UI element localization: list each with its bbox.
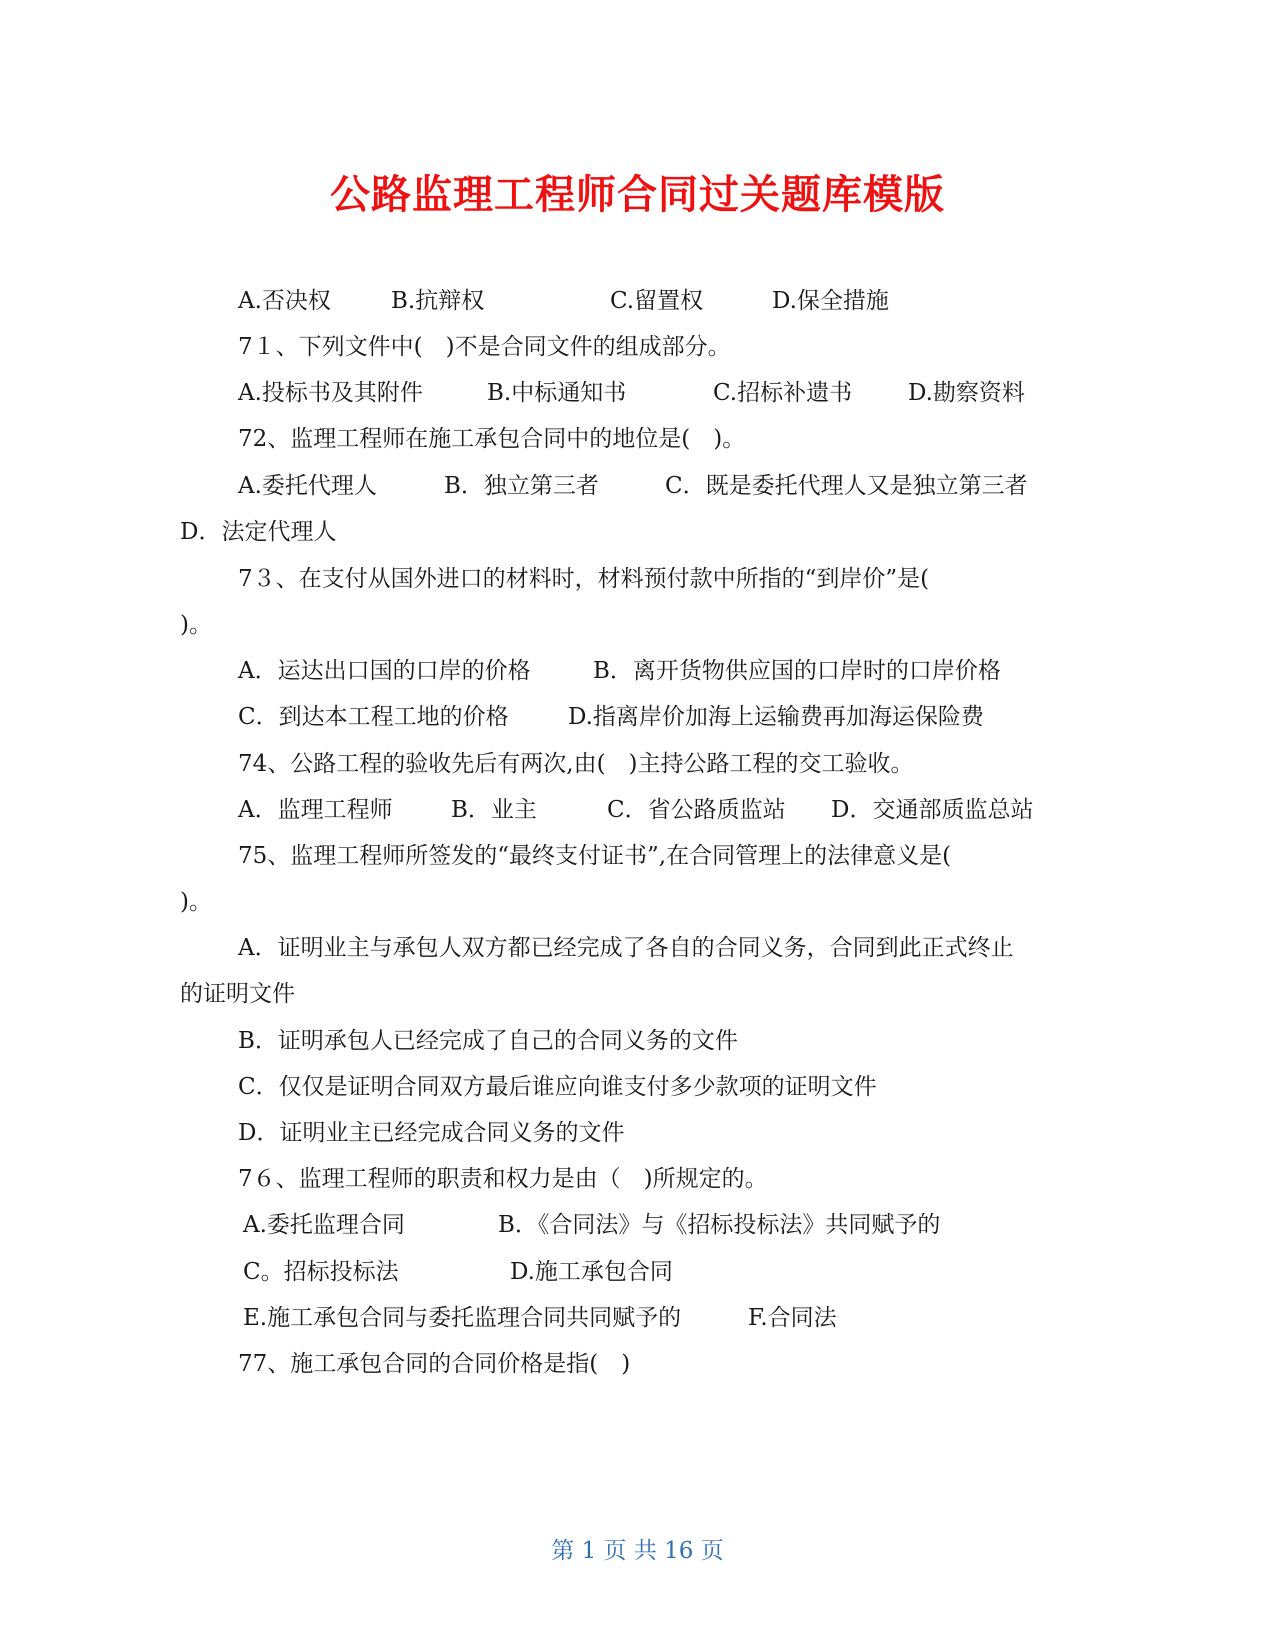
option-b: B.中标通知书 — [487, 380, 627, 406]
option-b: B．离开货物供应国的口岸时的口岸价格 — [593, 658, 1001, 684]
option-b: B．业主 — [451, 797, 537, 823]
option-c: C.留置权 — [610, 288, 704, 314]
option-d: D．交通部质监总站 — [831, 797, 1034, 823]
option-a-continued: 的证明文件 — [180, 981, 295, 1007]
option-f: F.合同法 — [748, 1305, 837, 1331]
question-74: 74、公路工程的验收先后有两次,由( )主持公路工程的交工验收。 — [238, 751, 914, 777]
option-a: A.否决权 — [238, 288, 331, 314]
option-b: B．证明承包人已经完成了自己的合同义务的文件 — [238, 1028, 738, 1054]
option-c: C．既是委托代理人又是独立第三者 — [665, 473, 1028, 499]
question-75: 75、监理工程师所签发的“最终支付证书”,在合同管理上的法律意义是( — [238, 843, 952, 869]
question-73-end: )。 — [180, 612, 212, 638]
option-c: C．仅仅是证明合同双方最后谁应向谁支付多少款项的证明文件 — [238, 1074, 877, 1100]
option-d: D．法定代理人 — [180, 519, 337, 545]
option-b: B.抗辩权 — [391, 288, 485, 314]
option-c: C．省公路质监站 — [607, 797, 786, 823]
option-d: D.施工承包合同 — [510, 1259, 673, 1285]
option-d: D.勘察资料 — [908, 380, 1025, 406]
option-a: A．运达出口国的口岸的价格 — [238, 658, 531, 684]
option-b: B．独立第三者 — [444, 473, 599, 499]
option-d: D.保全措施 — [772, 288, 889, 314]
option-d: D．证明业主已经完成合同义务的文件 — [238, 1120, 625, 1146]
option-e: E.施工承包合同与委托监理合同共同赋予的 — [243, 1305, 682, 1331]
question-71: 7１、下列文件中( )不是合同文件的组成部分。 — [238, 334, 731, 360]
document-title: 公路监理工程师合同过关题库模版 — [330, 172, 945, 218]
option-b: B．《合同法》与《招标投标法》共同赋予的 — [498, 1212, 941, 1238]
option-c: C。招标投标法 — [243, 1259, 399, 1285]
option-c: C．到达本工程工地的价格 — [238, 704, 509, 730]
option-a: A.委托监理合同 — [243, 1212, 405, 1238]
question-73: 7３、在支付从国外进口的材料时，材料预付款中所指的“到岸价”是( — [238, 566, 930, 592]
option-a: A．证明业主与承包人双方都已经完成了各自的合同义务，合同到此正式终止 — [238, 935, 1014, 961]
option-a: A.委托代理人 — [238, 473, 377, 499]
option-d: D.指离岸价加海上运输费再加海运保险费 — [568, 704, 984, 730]
option-c: C.招标补遗书 — [713, 380, 853, 406]
question-75-end: )。 — [180, 889, 212, 915]
option-a: A.投标书及其附件 — [238, 380, 423, 406]
question-77: 77、施工承包合同的合同价格是指( ) — [238, 1351, 631, 1377]
page-footer: 第 1 页 共 16 页 — [551, 1538, 724, 1564]
question-76: 7６、监理工程师的职责和权力是由（ )所规定的。 — [238, 1166, 768, 1192]
question-72: 72、监理工程师在施工承包合同中的地位是( )。 — [238, 426, 746, 452]
option-a: A．监理工程师 — [238, 797, 393, 823]
